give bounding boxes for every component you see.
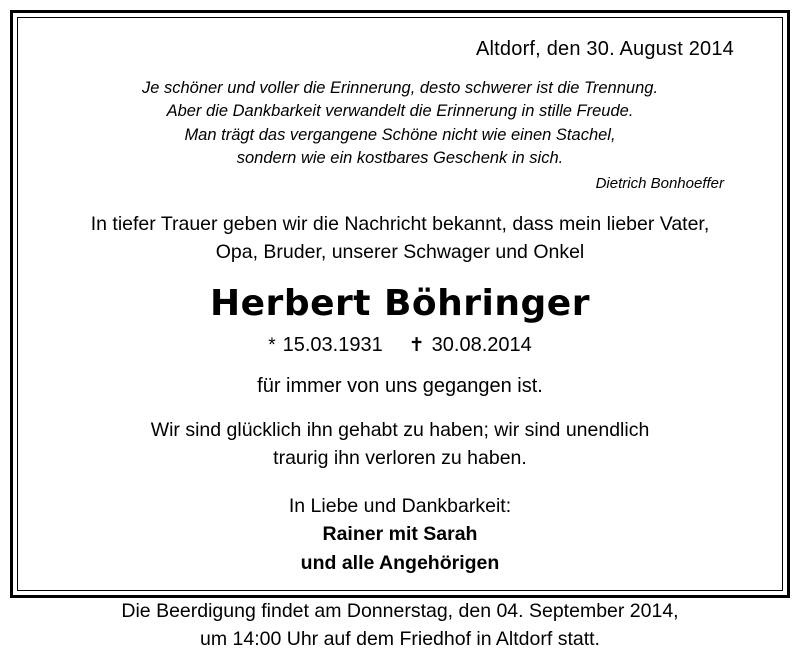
poem-line-3: Man trägt das vergangene Schöne nicht wie einen Stachel, [184,125,616,144]
funeral-line-2: um 14:00 Uhr auf dem Friedhof in Altdorf statt. [200,628,600,651]
funeral-details [121,597,678,653]
poem-block [44,77,756,194]
signature-name-1: Rainer mit Sarah [322,523,478,546]
signature-block [289,492,511,577]
death-date [409,334,532,357]
poem-line-4: sondern wie ein kostbares Geschenk in sich. [236,149,564,168]
place-and-date: Altdorf, den 30. August 2014 [475,38,734,60]
poem-line-1: Je schöner und voller die Erinnerung, desto schwerer ist die Trennung. [141,79,659,97]
passed-line: für immer von uns gegangen ist. [257,374,543,397]
poem-author: Dietrich Bonhoeffer [595,174,724,192]
birth-date-value: 15.03.1931 [282,333,383,356]
poem-line-2: Aber die Dankbarkeit verwandelt die Erinnerung in stille Freude. [166,102,634,121]
signature-name-2: und alle Angehörigen [300,551,500,574]
grief-line-1: Wir sind glücklich ihn gehabt zu haben; wir sind unendlich [150,418,650,441]
signature-lead: In Liebe und Dankbarkeit: [288,495,512,518]
notice-inner-border [17,17,783,651]
notice-outer-border [10,10,790,651]
grief-line-2: traurig ihn verloren zu haben. [273,446,527,469]
announcement-line-2: Opa, Bruder, unserer Schwager und Onkel [215,241,585,264]
grief-text [151,416,650,473]
announcement-line-1: In tiefer Trauer geben wir die Nachricht bekannt, dass mein lieber Vater, [90,212,710,235]
deceased-name: Herbert Böhringer [210,282,590,324]
announcement-text [91,210,710,267]
birth-date [268,334,383,357]
cross-icon: ✝ [408,333,425,356]
death-date-value: 30.08.2014 [431,333,532,356]
funeral-line-1: Die Beerdigung findet am Donnerstag, den 04. September 2014, [121,599,679,622]
life-dates [268,334,532,357]
star-icon: * [268,334,276,356]
